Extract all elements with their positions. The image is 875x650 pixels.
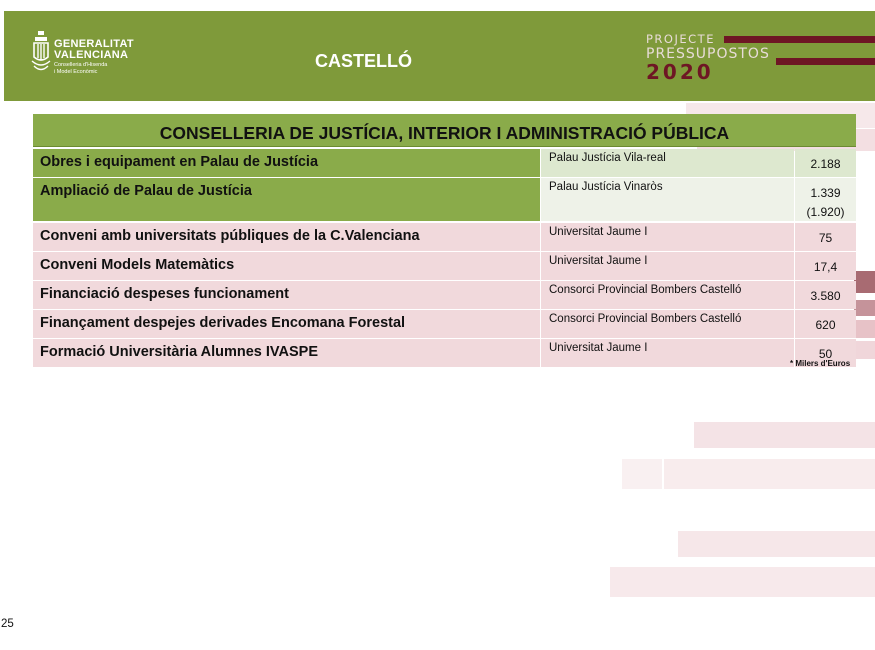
project-year: 2020	[646, 60, 714, 84]
amount-value: 1.339	[810, 186, 841, 200]
decor-stripe	[694, 422, 875, 448]
concept-cell: Financiació despeses funcionament	[33, 281, 540, 309]
table-row	[33, 339, 856, 367]
amount-cell: 50	[795, 339, 856, 367]
table-title-text: CONSELLERIA DE JUSTÍCIA, INTERIOR I ADMINISTRACIÓ PÚBLICA	[159, 123, 730, 143]
concept-cell: Finançament despejes derivades Encomana Forestal	[33, 310, 540, 338]
decor-stripe	[854, 271, 875, 293]
amount-cell: 17,4	[795, 252, 856, 280]
table-row	[33, 223, 856, 251]
concept-cell: Ampliació de Palau de Justícia	[33, 178, 540, 221]
decor-stripe	[854, 300, 875, 316]
slide	[4, 11, 875, 650]
concept-cell: Obres i equipament en Palau de Justícia	[33, 149, 540, 177]
decor-stripe	[854, 320, 875, 338]
generalitat-logo	[54, 39, 134, 75]
generalitat-crest-icon	[31, 31, 51, 75]
project-line-1: PROJECTE	[646, 32, 715, 46]
project-logo	[646, 33, 770, 82]
decor-stripe	[854, 341, 875, 359]
city-title: CASTELLÓ	[315, 51, 412, 71]
table-row	[33, 310, 856, 338]
decor-stripe	[610, 567, 875, 597]
header-banner	[4, 11, 875, 101]
entity-cell: Palau Justícia Vinaròs	[541, 178, 794, 221]
concept-cell: Conveni amb universitats públiques de la C.Valenciana	[33, 223, 540, 251]
entity-cell: Consorci Provincial Bombers Castelló	[541, 310, 794, 338]
page-number: 25	[1, 618, 14, 630]
logo-subline-2: i Model Econòmic	[54, 69, 98, 75]
logo-subline-1: Conselleria d'Hisenda	[54, 62, 108, 68]
concept-cell: Conveni Models Matemàtics	[33, 252, 540, 280]
amount-cell: 2.188	[795, 149, 856, 177]
amount-cell	[795, 178, 856, 221]
table-row	[33, 281, 856, 309]
decor-stripe	[664, 459, 875, 489]
decor-stripe	[678, 531, 875, 557]
decor-bar	[776, 58, 875, 65]
amount-cell: 3.580	[795, 281, 856, 309]
table-row	[33, 252, 856, 280]
entity-cell: Palau Justícia Vila-real	[541, 149, 794, 177]
entity-cell: Universitat Jaume I	[541, 223, 794, 251]
logo-line-1: GENERALITAT	[54, 38, 134, 50]
entity-cell: Universitat Jaume I	[541, 339, 794, 367]
table-row	[33, 178, 856, 221]
project-line-2: PRESSUPOSTOS	[646, 46, 770, 62]
table-row	[33, 149, 856, 177]
entity-cell: Universitat Jaume I	[541, 252, 794, 280]
entity-cell: Consorci Provincial Bombers Castelló	[541, 281, 794, 309]
amount-extra: (1.920)	[806, 205, 845, 219]
amount-cell: 620	[795, 310, 856, 338]
units-footnote: * Milers d'Euros	[790, 359, 851, 368]
logo-line-2: VALENCIANA	[54, 49, 129, 61]
table-title	[33, 114, 856, 147]
amount-cell: 75	[795, 223, 856, 251]
concept-cell: Formació Universitària Alumnes IVASPE	[33, 339, 540, 367]
decor-stripe	[622, 459, 662, 489]
